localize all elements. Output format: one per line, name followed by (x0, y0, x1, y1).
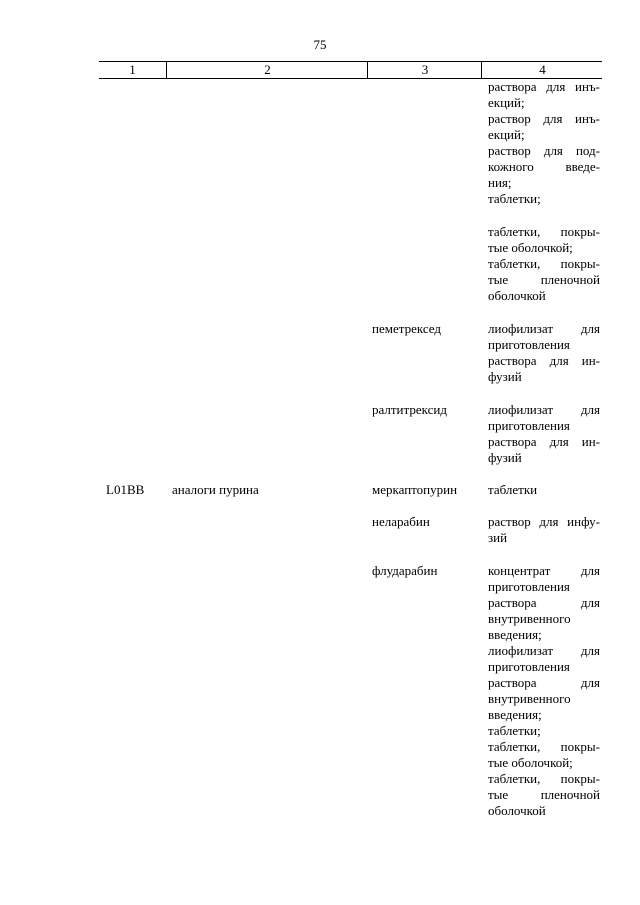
form-line: приготовления (488, 418, 570, 433)
form-line: раствора для (488, 675, 600, 690)
form-line: таблетки; (488, 723, 541, 738)
form-line: таблетки, покры- (488, 224, 600, 239)
atc-group-title: аналоги пурина (172, 482, 259, 497)
drug-name-pemetrexed: пеметрексед (372, 321, 441, 336)
form-line: тые оболочкой; (488, 755, 573, 770)
drug-name-raltitrexed: ралтитрексид (372, 402, 447, 417)
header-col-1: 1 (129, 62, 136, 77)
drug-name-fludarabine: флударабин (372, 563, 438, 578)
form-line: екций; (488, 127, 525, 142)
page-number: 75 (313, 37, 327, 52)
form-line: раствора для ин- (488, 353, 600, 368)
form-line: лиофилизат для (488, 643, 600, 658)
form-line: оболочкой (488, 803, 546, 818)
form-line: тые пленочной (488, 787, 600, 802)
form-line: екций; (488, 95, 525, 110)
form-line: таблетки, покры- (488, 771, 600, 786)
form-line: тые оболочкой; (488, 240, 573, 255)
form-line: оболочкой (488, 288, 546, 303)
form-line: приготовления (488, 337, 570, 352)
form-line: раствор для инфу- (488, 514, 600, 529)
drug-name-nelarabine: неларабин (372, 514, 430, 529)
form-line: фузий (488, 450, 522, 465)
form-line: таблетки; (488, 191, 541, 206)
form-line: раствор для инъ- (488, 111, 600, 126)
form-line: тые пленочной (488, 272, 600, 287)
form-line: лиофилизат для (488, 402, 600, 417)
form-line: приготовления (488, 579, 570, 594)
form-line: внутривенного (488, 611, 571, 626)
drug-forms-nelarabine (488, 514, 600, 546)
form-line: раствора для (488, 595, 600, 610)
form-line: раствор для под- (488, 143, 600, 158)
drug-forms-pemetrexed (488, 321, 600, 385)
header-col-3: 3 (367, 62, 482, 78)
header-col-4: 4 (481, 62, 603, 78)
form-line: ния; (488, 175, 512, 190)
form-line: таблетки, покры- (488, 739, 600, 754)
form-line: введения; (488, 707, 542, 722)
form-line: концентрат для (488, 563, 600, 578)
form-line: раствора для инъ- (488, 79, 600, 94)
form-line: зий (488, 530, 508, 545)
form-line: таблетки, покры- (488, 256, 600, 271)
form-line: фузий (488, 369, 522, 384)
drug-name-mercaptopurine: меркаптопурин (372, 482, 458, 497)
drug-forms-mercaptopurine (488, 482, 600, 498)
form-line: лиофилизат для (488, 321, 600, 336)
form-line: внутривенного (488, 691, 571, 706)
continuation-forms-a (488, 79, 600, 207)
header-col-2: 2 (166, 62, 368, 78)
form-line: введения; (488, 627, 542, 642)
form-line: приготовления (488, 659, 570, 674)
form-line: кожного введе- (488, 159, 600, 174)
form-line: раствора для ин- (488, 434, 600, 449)
continuation-forms-b (488, 224, 600, 304)
atc-code: L01BB (106, 482, 145, 497)
drug-forms-raltitrexed (488, 402, 600, 466)
form-line: таблетки (488, 482, 538, 497)
drug-forms-fludarabine (488, 563, 600, 819)
